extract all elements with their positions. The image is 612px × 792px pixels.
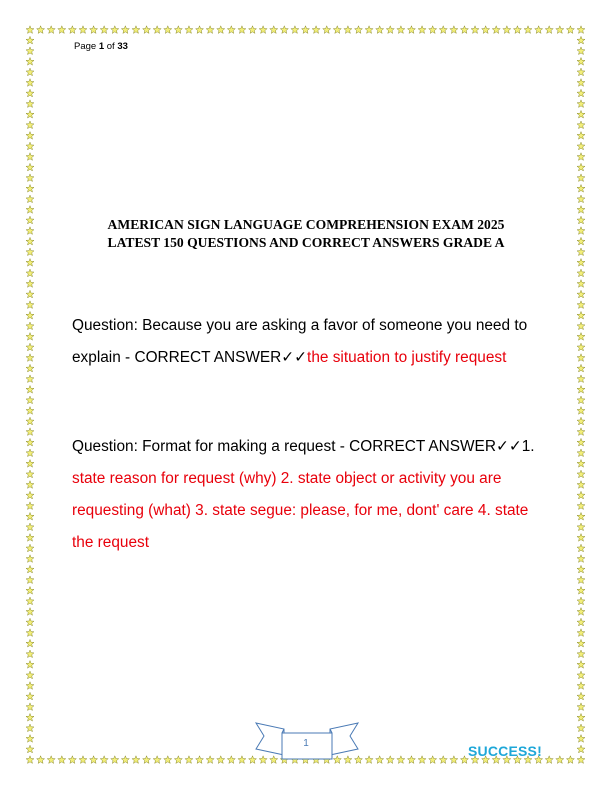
page-header: [74, 41, 128, 52]
star-icon: [206, 756, 214, 764]
star-icon: [47, 756, 55, 764]
star-icon: [577, 460, 585, 468]
star-icon: [196, 756, 204, 764]
star-icon: [26, 512, 34, 520]
star-icon: [577, 608, 585, 616]
star-icon: [577, 364, 585, 372]
star-icon: [577, 47, 585, 55]
star-icon: [26, 206, 34, 214]
star-icon: [206, 26, 214, 34]
star-icon: [26, 703, 34, 711]
star-icon: [577, 534, 585, 542]
star-icon: [333, 26, 341, 34]
star-icon: [577, 174, 585, 182]
star-icon: [577, 629, 585, 637]
star-icon: [26, 576, 34, 584]
star-icon: [577, 142, 585, 150]
star-icon: [26, 195, 34, 203]
star-icon: [26, 322, 34, 330]
star-icon: [217, 26, 225, 34]
star-icon: [397, 26, 405, 34]
answer-text: the situation to justify request: [307, 349, 507, 366]
star-icon: [26, 58, 34, 66]
star-icon: [566, 756, 574, 764]
star-icon: [577, 481, 585, 489]
star-icon: [100, 756, 108, 764]
star-icon: [26, 417, 34, 425]
star-icon: [577, 671, 585, 679]
star-icon: [503, 26, 511, 34]
star-icon: [196, 26, 204, 34]
star-icon: [26, 460, 34, 468]
star-icon: [577, 121, 585, 129]
star-icon: [556, 756, 564, 764]
star-icon: [365, 26, 373, 34]
star-icon: [26, 639, 34, 647]
star-icon: [577, 259, 585, 267]
star-icon: [26, 523, 34, 531]
star-icon: [344, 26, 352, 34]
star-icon: [450, 756, 458, 764]
star-icon: [79, 26, 87, 34]
star-icon: [354, 26, 362, 34]
check-mark-icon: ✓✓: [495, 438, 522, 455]
star-icon: [407, 26, 415, 34]
star-icon: [577, 587, 585, 595]
star-icon: [577, 597, 585, 605]
star-icon: [577, 618, 585, 626]
star-icon: [26, 185, 34, 193]
star-icon: [164, 756, 172, 764]
star-icon: [577, 713, 585, 721]
star-icon: [439, 756, 447, 764]
star-icon: [185, 26, 193, 34]
star-icon: [577, 396, 585, 404]
star-icon: [238, 756, 246, 764]
star-icon: [217, 756, 225, 764]
star-icon: [111, 26, 119, 34]
star-icon: [577, 132, 585, 140]
star-icon: [143, 26, 151, 34]
star-icon: [100, 26, 108, 34]
star-icon: [143, 756, 151, 764]
star-icon: [418, 756, 426, 764]
question-text: Question: Because you are asking a favor of someone you need to explain - CORRECT ANSWER: [72, 317, 528, 366]
star-icon: [26, 227, 34, 235]
star-icon: [26, 438, 34, 446]
question-text: Question: Format for making a request - CORRECT ANSWER: [72, 438, 496, 455]
star-icon: [174, 756, 182, 764]
star-icon: [577, 703, 585, 711]
star-icon: [386, 756, 394, 764]
star-icon: [386, 26, 394, 34]
star-icon: [227, 756, 235, 764]
star-icon: [26, 142, 34, 150]
star-icon: [132, 756, 140, 764]
star-icon: [365, 756, 373, 764]
star-icon: [556, 26, 564, 34]
star-icon: [121, 756, 129, 764]
star-icon: [26, 100, 34, 108]
star-icon: [429, 26, 437, 34]
star-icon: [545, 26, 553, 34]
star-icon: [26, 481, 34, 489]
page-number: 1: [303, 738, 309, 749]
star-icon: [174, 26, 182, 34]
star-icon: [577, 237, 585, 245]
star-icon: [26, 534, 34, 542]
star-icon: [111, 756, 119, 764]
star-icon: [577, 269, 585, 277]
star-icon: [577, 89, 585, 97]
star-icon: [577, 756, 585, 764]
star-icon: [26, 735, 34, 743]
star-icon: [450, 26, 458, 34]
title-line-1: AMERICAN SIGN LANGUAGE COMPREHENSION EXAM 2025: [107, 217, 505, 232]
star-icon: [577, 428, 585, 436]
star-icon: [238, 26, 246, 34]
star-icon: [26, 544, 34, 552]
star-icon: [577, 692, 585, 700]
star-icon: [26, 682, 34, 690]
star-icon: [26, 428, 34, 436]
star-icon: [26, 110, 34, 118]
star-icon: [577, 311, 585, 319]
star-icon: [249, 26, 257, 34]
star-icon: [26, 502, 34, 510]
star-icon: [26, 713, 34, 721]
star-icon: [577, 26, 585, 34]
star-icon: [26, 343, 34, 351]
star-icon: [164, 26, 172, 34]
star-icon: [121, 26, 129, 34]
star-icon: [26, 121, 34, 129]
star-icon: [577, 639, 585, 647]
page-of-label: of: [106, 41, 115, 52]
star-icon: [26, 597, 34, 605]
star-icon: [312, 26, 320, 34]
question-block-2: [72, 431, 544, 559]
page-label: Page: [74, 41, 97, 52]
star-icon: [577, 301, 585, 309]
star-icon: [577, 407, 585, 415]
star-icon: [577, 417, 585, 425]
star-icon: [577, 565, 585, 573]
star-icon: [577, 248, 585, 256]
star-icon: [132, 26, 140, 34]
star-icon: [577, 290, 585, 298]
star-icon: [26, 587, 34, 595]
star-icon: [26, 407, 34, 415]
star-icon: [577, 661, 585, 669]
star-icon: [26, 89, 34, 97]
star-icon: [90, 756, 98, 764]
star-icon: [26, 364, 34, 372]
star-icon: [58, 756, 66, 764]
star-icon: [535, 26, 543, 34]
star-icon: [26, 259, 34, 267]
star-icon: [577, 502, 585, 510]
star-icon: [566, 26, 574, 34]
star-icon: [26, 491, 34, 499]
star-icon: [482, 26, 490, 34]
star-icon: [577, 36, 585, 44]
star-icon: [26, 565, 34, 573]
star-icon: [26, 163, 34, 171]
star-icon: [79, 756, 87, 764]
star-icon: [577, 544, 585, 552]
star-icon: [545, 756, 553, 764]
star-icon: [259, 26, 267, 34]
star-icon: [26, 79, 34, 87]
star-icon: [407, 756, 415, 764]
star-icon: [524, 26, 532, 34]
star-icon: [577, 68, 585, 76]
star-icon: [577, 280, 585, 288]
success-tagline: SUCCESS!: [468, 743, 542, 759]
star-icon: [577, 195, 585, 203]
star-icon: [471, 26, 479, 34]
star-icon: [577, 449, 585, 457]
star-icon: [577, 333, 585, 341]
star-icon: [26, 132, 34, 140]
star-icon: [26, 555, 34, 563]
star-icon: [577, 512, 585, 520]
star-icon: [26, 449, 34, 457]
star-icon: [153, 26, 161, 34]
page-total: 33: [117, 41, 128, 52]
star-icon: [26, 248, 34, 256]
star-icon: [577, 343, 585, 351]
star-icon: [26, 36, 34, 44]
star-icon: [439, 26, 447, 34]
star-icon: [429, 756, 437, 764]
star-icon: [577, 58, 585, 66]
star-icon: [26, 174, 34, 182]
star-icon: [577, 576, 585, 584]
star-icon: [26, 280, 34, 288]
star-icon: [26, 661, 34, 669]
star-icon: [26, 216, 34, 224]
star-icon: [291, 26, 299, 34]
star-icon: [68, 26, 76, 34]
star-icon: [26, 692, 34, 700]
star-icon: [26, 671, 34, 679]
star-icon: [376, 26, 384, 34]
star-icon: [185, 756, 193, 764]
page-current: 1: [98, 41, 105, 52]
star-icon: [577, 470, 585, 478]
star-icon: [26, 26, 34, 34]
star-icon: [577, 110, 585, 118]
star-icon: [26, 290, 34, 298]
star-icon: [577, 650, 585, 658]
document-title: [40, 216, 572, 252]
star-icon: [26, 629, 34, 637]
star-icon: [26, 237, 34, 245]
star-icon: [153, 756, 161, 764]
star-icon: [26, 375, 34, 383]
star-icon: [577, 163, 585, 171]
answer-text: state reason for request (why) 2. state object or activity you are requesting (what) 3. state segue: please, for me, dont' care 4. state the request: [72, 470, 529, 551]
star-icon: [26, 333, 34, 341]
star-icon: [280, 26, 288, 34]
star-icon: [577, 735, 585, 743]
star-icon: [577, 322, 585, 330]
star-icon: [577, 185, 585, 193]
star-icon: [577, 354, 585, 362]
title-line-2: LATEST 150 QUESTIONS AND CORRECT ANSWERS GRADE A: [107, 235, 505, 250]
star-icon: [577, 153, 585, 161]
star-icon: [68, 756, 76, 764]
star-icon: [577, 438, 585, 446]
star-icon: [90, 26, 98, 34]
star-icon: [26, 153, 34, 161]
star-icon: [227, 26, 235, 34]
star-icon: [26, 470, 34, 478]
star-icon: [58, 26, 66, 34]
star-icon: [323, 26, 331, 34]
star-icon: [26, 618, 34, 626]
star-icon: [26, 386, 34, 394]
star-icon: [397, 756, 405, 764]
star-icon: [577, 375, 585, 383]
star-icon: [577, 386, 585, 394]
star-icon: [577, 227, 585, 235]
star-icon: [577, 523, 585, 531]
star-icon: [26, 68, 34, 76]
star-icon: [577, 206, 585, 214]
star-icon: [460, 26, 468, 34]
star-icon: [26, 724, 34, 732]
star-icon: [270, 26, 278, 34]
star-icon: [37, 26, 45, 34]
star-icon: [26, 756, 34, 764]
question-block-1: [72, 310, 544, 374]
star-icon: [302, 26, 310, 34]
star-icon: [577, 216, 585, 224]
star-icon: [26, 608, 34, 616]
star-icon: [26, 396, 34, 404]
star-icon: [26, 301, 34, 309]
star-icon: [492, 26, 500, 34]
star-icon: [26, 354, 34, 362]
star-icon: [26, 745, 34, 753]
star-icon: [577, 745, 585, 753]
star-icon: [418, 26, 426, 34]
answer-lead: 1.: [521, 438, 535, 455]
star-icon: [37, 756, 45, 764]
star-icon: [513, 26, 521, 34]
star-icon: [26, 47, 34, 55]
star-icon: [577, 491, 585, 499]
star-icon: [26, 311, 34, 319]
star-icon: [26, 650, 34, 658]
star-icon: [376, 756, 384, 764]
star-icon: [26, 269, 34, 277]
star-icon: [47, 26, 55, 34]
star-icon: [577, 79, 585, 87]
star-icon: [577, 555, 585, 563]
star-icon: [577, 682, 585, 690]
star-icon: [577, 100, 585, 108]
check-mark-icon: ✓✓: [281, 349, 308, 366]
star-icon: [577, 724, 585, 732]
